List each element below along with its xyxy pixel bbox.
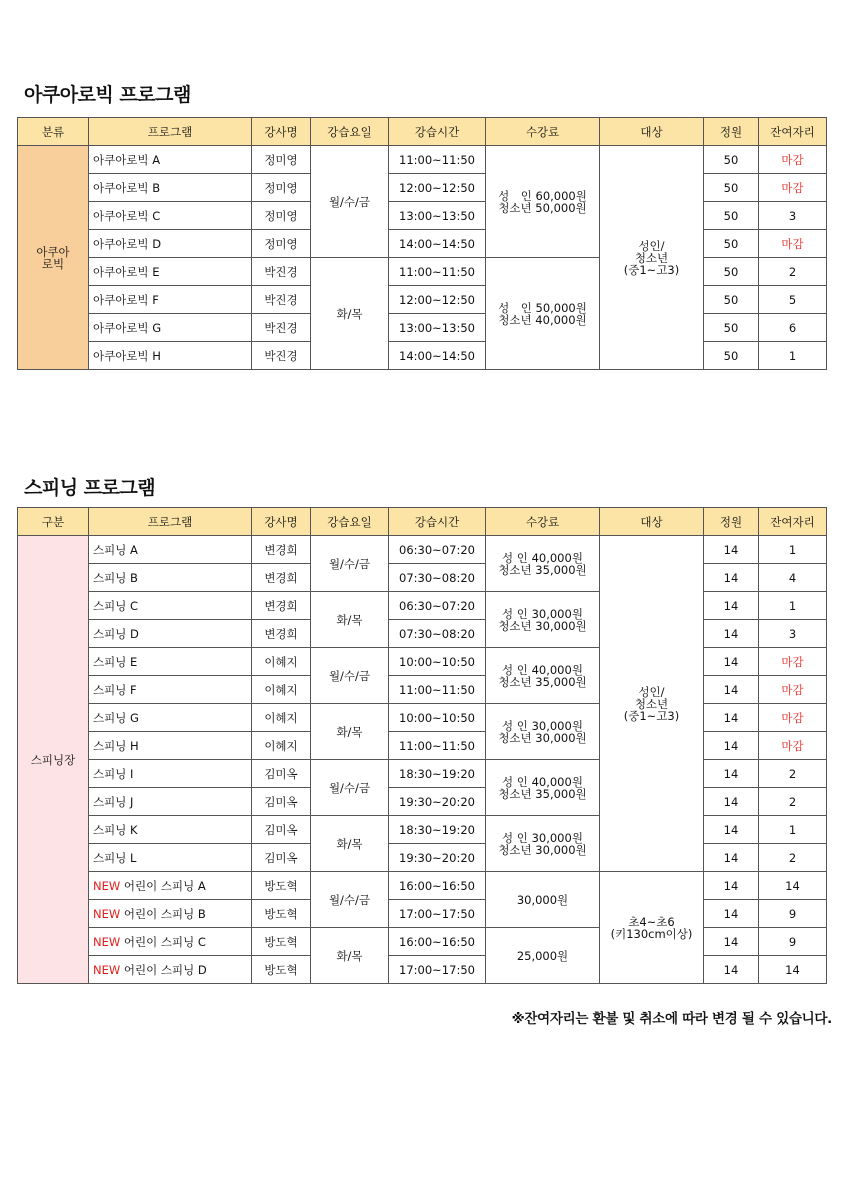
remaining-cell: 2 (759, 788, 827, 816)
days-cell: 월/수/금 (311, 146, 389, 258)
instructor-cell: 박진경 (252, 258, 311, 286)
remaining-cell: 14 (759, 872, 827, 900)
instructor-cell: 정미영 (252, 174, 311, 202)
table-header-row (18, 508, 827, 536)
instructor-cell: 박진경 (252, 286, 311, 314)
table-row (18, 956, 827, 984)
program-cell (89, 900, 252, 928)
program-cell (89, 760, 252, 788)
remaining-cell: 1 (759, 536, 827, 564)
program-name: 어린이 스피닝 A (120, 878, 206, 893)
capacity-cell: 14 (704, 704, 759, 732)
fee-cell: 성 인 50,000원 청소년 40,000원 (486, 258, 600, 370)
table-row (18, 900, 827, 928)
new-tag: NEW (93, 934, 121, 949)
table-row (18, 314, 827, 342)
target-cell: 초4~초6 (키130cm이상) (600, 872, 704, 984)
spinning-schedule-table (17, 507, 827, 984)
table-row (18, 230, 827, 258)
program-cell: 아쿠아로빅 E (89, 258, 252, 286)
instructor-cell: 정미영 (252, 230, 311, 258)
time-cell: 14:00~14:50 (389, 342, 486, 370)
instructor-cell: 변경희 (252, 564, 311, 592)
notice-text: ※잔여자리는 환불 및 취소에 따라 변경 될 수 있습니다. (511, 1011, 832, 1027)
remaining-cell: 마감 (759, 230, 827, 258)
table-header-row (18, 118, 827, 146)
time-cell: 13:00~13:50 (389, 202, 486, 230)
days-cell: 월/수/금 (311, 536, 389, 592)
table-row (18, 174, 827, 202)
program-cell (89, 620, 252, 648)
remaining-cell: 2 (759, 258, 827, 286)
capacity-cell: 50 (704, 174, 759, 202)
fee-cell: 30,000원 (486, 872, 600, 928)
header-program: 프로그램 (89, 508, 252, 536)
program-name: 스피닝 B (93, 570, 138, 585)
instructor-cell: 박진경 (252, 342, 311, 370)
instructor-cell: 이혜지 (252, 732, 311, 760)
remaining-cell: 1 (759, 342, 827, 370)
capacity-cell: 14 (704, 564, 759, 592)
new-tag: NEW (93, 962, 121, 977)
header-days: 강습요일 (311, 118, 389, 146)
target-cell: 성인/ 청소년 (중1~고3) (600, 536, 704, 872)
fee-cell: 성 인 30,000원 청소년 30,000원 (486, 816, 600, 872)
remaining-cell: 14 (759, 956, 827, 984)
program-name: 스피닝 H (93, 738, 139, 753)
table-row (18, 342, 827, 370)
program-cell: 아쿠아로빅 B (89, 174, 252, 202)
fee-cell: 성 인 40,000원 청소년 35,000원 (486, 536, 600, 592)
header-days: 강습요일 (311, 508, 389, 536)
time-cell: 17:00~17:50 (389, 900, 486, 928)
time-cell: 19:30~20:20 (389, 844, 486, 872)
table-row (18, 788, 827, 816)
program-name: 스피닝 I (93, 766, 134, 781)
program-name: 스피닝 J (93, 794, 134, 809)
program-name: 스피닝 K (93, 822, 138, 837)
capacity-cell: 50 (704, 314, 759, 342)
program-cell (89, 816, 252, 844)
program-cell (89, 928, 252, 956)
remaining-cell: 마감 (759, 732, 827, 760)
category-cell: 아쿠아 로빅 (18, 146, 89, 370)
instructor-cell: 변경희 (252, 592, 311, 620)
capacity-cell: 14 (704, 732, 759, 760)
header-capacity: 정원 (704, 508, 759, 536)
new-tag: NEW (93, 906, 121, 921)
program-name: 어린이 스피닝 C (120, 934, 206, 949)
capacity-cell: 14 (704, 592, 759, 620)
remaining-cell: 2 (759, 760, 827, 788)
header-category: 분류 (18, 118, 89, 146)
program-cell (89, 956, 252, 984)
remaining-cell: 3 (759, 202, 827, 230)
instructor-cell: 김미옥 (252, 816, 311, 844)
remaining-cell: 9 (759, 928, 827, 956)
time-cell: 12:00~12:50 (389, 174, 486, 202)
header-category: 구분 (18, 508, 89, 536)
program-name: 스피닝 F (93, 682, 137, 697)
program-cell (89, 564, 252, 592)
program-name: 스피닝 C (93, 598, 139, 613)
fee-cell: 성 인 40,000원 청소년 35,000원 (486, 648, 600, 704)
instructor-cell: 변경희 (252, 620, 311, 648)
time-cell: 07:30~08:20 (389, 564, 486, 592)
time-cell: 14:00~14:50 (389, 230, 486, 258)
capacity-cell: 50 (704, 202, 759, 230)
program-cell (89, 844, 252, 872)
instructor-cell: 방도혁 (252, 872, 311, 900)
header-remaining: 잔여자리 (759, 118, 827, 146)
program-name: 어린이 스피닝 D (120, 962, 207, 977)
capacity-cell: 14 (704, 928, 759, 956)
header-instructor: 강사명 (252, 118, 311, 146)
instructor-cell: 김미옥 (252, 760, 311, 788)
program-name: 어린이 스피닝 B (120, 906, 206, 921)
time-cell: 10:00~10:50 (389, 648, 486, 676)
capacity-cell: 14 (704, 816, 759, 844)
time-cell: 11:00~11:50 (389, 258, 486, 286)
remaining-cell: 4 (759, 564, 827, 592)
instructor-cell: 방도혁 (252, 956, 311, 984)
days-cell: 월/수/금 (311, 648, 389, 704)
capacity-cell: 14 (704, 620, 759, 648)
remaining-cell: 마감 (759, 704, 827, 732)
header-fee: 수강료 (486, 118, 600, 146)
program-name: 스피닝 D (93, 626, 139, 641)
aerobic-schedule-table (17, 117, 827, 370)
remaining-cell: 2 (759, 844, 827, 872)
time-cell: 11:00~11:50 (389, 676, 486, 704)
program-name: 스피닝 E (93, 654, 138, 669)
table-row (18, 844, 827, 872)
table-row (18, 536, 827, 564)
time-cell: 12:00~12:50 (389, 286, 486, 314)
capacity-cell: 14 (704, 872, 759, 900)
table-row (18, 146, 827, 174)
capacity-cell: 50 (704, 230, 759, 258)
table-row (18, 620, 827, 648)
program-cell (89, 592, 252, 620)
aerobic-section-title: 아쿠아로빅 프로그램 (24, 84, 191, 106)
remaining-cell: 마감 (759, 676, 827, 704)
remaining-cell: 마감 (759, 146, 827, 174)
days-cell: 화/목 (311, 258, 389, 370)
remaining-cell: 9 (759, 900, 827, 928)
remaining-cell: 3 (759, 620, 827, 648)
program-name: 스피닝 L (93, 850, 137, 865)
program-cell (89, 872, 252, 900)
header-target: 대상 (600, 508, 704, 536)
table-row (18, 286, 827, 314)
target-cell: 성인/ 청소년 (중1~고3) (600, 146, 704, 370)
capacity-cell: 14 (704, 676, 759, 704)
time-cell: 10:00~10:50 (389, 704, 486, 732)
days-cell: 화/목 (311, 592, 389, 648)
header-time: 강습시간 (389, 508, 486, 536)
fee-cell: 성 인 30,000원 청소년 30,000원 (486, 704, 600, 760)
capacity-cell: 14 (704, 956, 759, 984)
program-cell (89, 536, 252, 564)
remaining-cell: 5 (759, 286, 827, 314)
days-cell: 월/수/금 (311, 760, 389, 816)
remaining-cell: 1 (759, 816, 827, 844)
time-cell: 11:00~11:50 (389, 146, 486, 174)
instructor-cell: 박진경 (252, 314, 311, 342)
program-cell: 아쿠아로빅 A (89, 146, 252, 174)
header-capacity: 정원 (704, 118, 759, 146)
instructor-cell: 변경희 (252, 536, 311, 564)
time-cell: 06:30~07:20 (389, 592, 486, 620)
program-cell: 아쿠아로빅 D (89, 230, 252, 258)
program-name: 스피닝 A (93, 542, 138, 557)
header-fee: 수강료 (486, 508, 600, 536)
table-row (18, 648, 827, 676)
capacity-cell: 14 (704, 900, 759, 928)
header-instructor: 강사명 (252, 508, 311, 536)
table-row (18, 760, 827, 788)
table-row (18, 202, 827, 230)
instructor-cell: 김미옥 (252, 844, 311, 872)
time-cell: 13:00~13:50 (389, 314, 486, 342)
days-cell: 월/수/금 (311, 872, 389, 928)
header-target: 대상 (600, 118, 704, 146)
capacity-cell: 14 (704, 536, 759, 564)
program-cell: 아쿠아로빅 F (89, 286, 252, 314)
capacity-cell: 50 (704, 286, 759, 314)
program-cell (89, 676, 252, 704)
program-cell (89, 732, 252, 760)
table-row (18, 928, 827, 956)
capacity-cell: 50 (704, 342, 759, 370)
program-cell: 아쿠아로빅 H (89, 342, 252, 370)
program-name: 스피닝 G (93, 710, 139, 725)
remaining-cell: 마감 (759, 174, 827, 202)
time-cell: 07:30~08:20 (389, 620, 486, 648)
category-cell: 스피닝장 (18, 536, 89, 984)
instructor-cell: 정미영 (252, 146, 311, 174)
fee-cell: 25,000원 (486, 928, 600, 984)
instructor-cell: 정미영 (252, 202, 311, 230)
capacity-cell: 14 (704, 648, 759, 676)
instructor-cell: 방도혁 (252, 928, 311, 956)
time-cell: 17:00~17:50 (389, 956, 486, 984)
program-cell: 아쿠아로빅 C (89, 202, 252, 230)
table-row (18, 258, 827, 286)
remaining-cell: 1 (759, 592, 827, 620)
instructor-cell: 이혜지 (252, 676, 311, 704)
time-cell: 19:30~20:20 (389, 788, 486, 816)
new-tag: NEW (93, 878, 121, 893)
days-cell: 화/목 (311, 928, 389, 984)
capacity-cell: 50 (704, 258, 759, 286)
table-row (18, 704, 827, 732)
fee-cell: 성 인 60,000원 청소년 50,000원 (486, 146, 600, 258)
remaining-cell: 6 (759, 314, 827, 342)
days-cell: 화/목 (311, 816, 389, 872)
instructor-cell: 이혜지 (252, 704, 311, 732)
program-cell (89, 648, 252, 676)
capacity-cell: 14 (704, 760, 759, 788)
fee-cell: 성 인 30,000원 청소년 30,000원 (486, 592, 600, 648)
table-row (18, 592, 827, 620)
time-cell: 18:30~19:20 (389, 816, 486, 844)
table-row (18, 564, 827, 592)
header-remaining: 잔여자리 (759, 508, 827, 536)
table-row (18, 872, 827, 900)
time-cell: 06:30~07:20 (389, 536, 486, 564)
program-cell (89, 704, 252, 732)
capacity-cell: 14 (704, 788, 759, 816)
header-program: 프로그램 (89, 118, 252, 146)
program-cell: 아쿠아로빅 G (89, 314, 252, 342)
days-cell: 화/목 (311, 704, 389, 760)
table-row (18, 732, 827, 760)
time-cell: 16:00~16:50 (389, 928, 486, 956)
capacity-cell: 50 (704, 146, 759, 174)
time-cell: 18:30~19:20 (389, 760, 486, 788)
time-cell: 11:00~11:50 (389, 732, 486, 760)
spinning-section-title: 스피닝 프로그램 (24, 477, 156, 499)
fee-cell: 성 인 40,000원 청소년 35,000원 (486, 760, 600, 816)
instructor-cell: 이혜지 (252, 648, 311, 676)
program-cell (89, 788, 252, 816)
instructor-cell: 방도혁 (252, 900, 311, 928)
remaining-cell: 마감 (759, 648, 827, 676)
time-cell: 16:00~16:50 (389, 872, 486, 900)
table-row (18, 816, 827, 844)
capacity-cell: 14 (704, 844, 759, 872)
instructor-cell: 김미옥 (252, 788, 311, 816)
header-time: 강습시간 (389, 118, 486, 146)
table-row (18, 676, 827, 704)
